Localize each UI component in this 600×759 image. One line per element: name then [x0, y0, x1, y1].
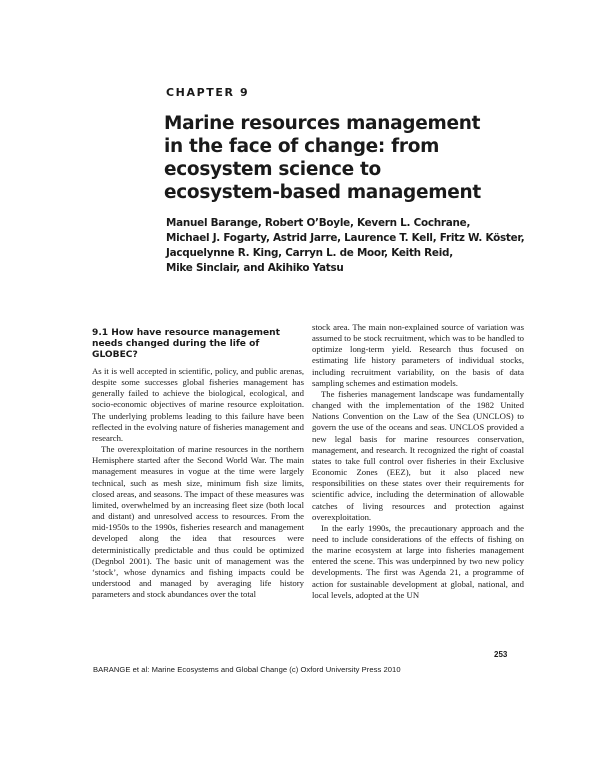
- chapter-title-line: in the face of change: from: [164, 136, 440, 157]
- section-heading: 9.1 How have resource management needs changed during the life of GLOBEC?: [92, 328, 280, 360]
- right-column: [312, 322, 524, 601]
- chapter-title: [164, 112, 481, 204]
- chapter-title-line: ecosystem-based management: [164, 182, 481, 203]
- chapter-title-line: Marine resources management: [164, 113, 481, 134]
- body-paragraph: As it is well accepted in scientific, policy, and public arenas, despite some successes global fisheries management has generally failed to achieve the biological, ecological, and socio-economic objectives of marine resource exploitation. The underlying problems leading to this failure have been reflected in the evolving nature of fisheries management and research.: [92, 366, 304, 443]
- body-paragraph: The fisheries management landscape was fundamentally changed with the implementation of the 1982 United Nations Convention on the Law of the Sea (UNCLOS) to govern the use of the oceans and seas. UNCLOS provided a new legal basis for marine resources conservation, management, and research. It recognized the right of coastal states to take full control over fisheries in their Exclusive Economic Zones (EEZ), but it also placed new responsibilities on these states over their requirements for scientific advice, including the determination of allowable catches of living resources and protection against overexploitation.: [312, 388, 524, 522]
- chapter-title-line: ecosystem science to: [164, 159, 381, 180]
- body-paragraph: The overexploitation of marine resources in the northern Hemisphere started after the Second World War. The main management measures in vogue at the time were largely technical, such as mesh size, minimum fish size limits, closed areas, and seasons. The impact of these measures was limited, overwhelmed by an increasing fleet size (both local and distant) and unresolved access to resources. From the mid-1950s to the 1990s, fisheries research and management developed along the idea that resources were deterministically predictable and thus could be optimized (Degnbol 2001). The basic unit of management was the ‘stock’, whose dynamics and fishing impacts could be understood and managed by averaging life history parameters and stock abundances over the total: [92, 444, 304, 600]
- author-line: Jacquelynne R. King, Carryn L. de Moor, Keith Reid,: [166, 247, 453, 259]
- author-list: [166, 216, 546, 276]
- left-column: [92, 328, 304, 600]
- body-paragraph: stock area. The main non-explained source of variation was assumed to be stock recruitment, which was to be handled to optimize long-term yield. Research thus focused on estimating life history parameters of individual stocks, including recruitment variability, on the basis of data sampling schemes and estimation models.: [312, 322, 524, 388]
- footer-credit: BARANGE et al: Marine Ecosystems and Global Change (c) Oxford University Press 2010: [93, 665, 401, 674]
- body-paragraph: In the early 1990s, the precautionary approach and the need to include considerations of the effects of fishing on the marine ecosystem at large into fisheries management entered the scene. This was underpinned by two new policy developments. The first was Agenda 21, a programme of action for sustainable development at global, national, and local levels, adopted at the UN: [312, 522, 524, 600]
- page-number: 253: [494, 650, 508, 659]
- author-line: Michael J. Fogarty, Astrid Jarre, Laurence T. Kell, Fritz W. Köster,: [166, 232, 525, 244]
- author-line: Mike Sinclair, and Akihiko Yatsu: [166, 262, 344, 274]
- chapter-label: CHAPTER 9: [166, 86, 250, 99]
- author-line: Manuel Barange, Robert O’Boyle, Kevern L. Cochrane,: [166, 217, 471, 229]
